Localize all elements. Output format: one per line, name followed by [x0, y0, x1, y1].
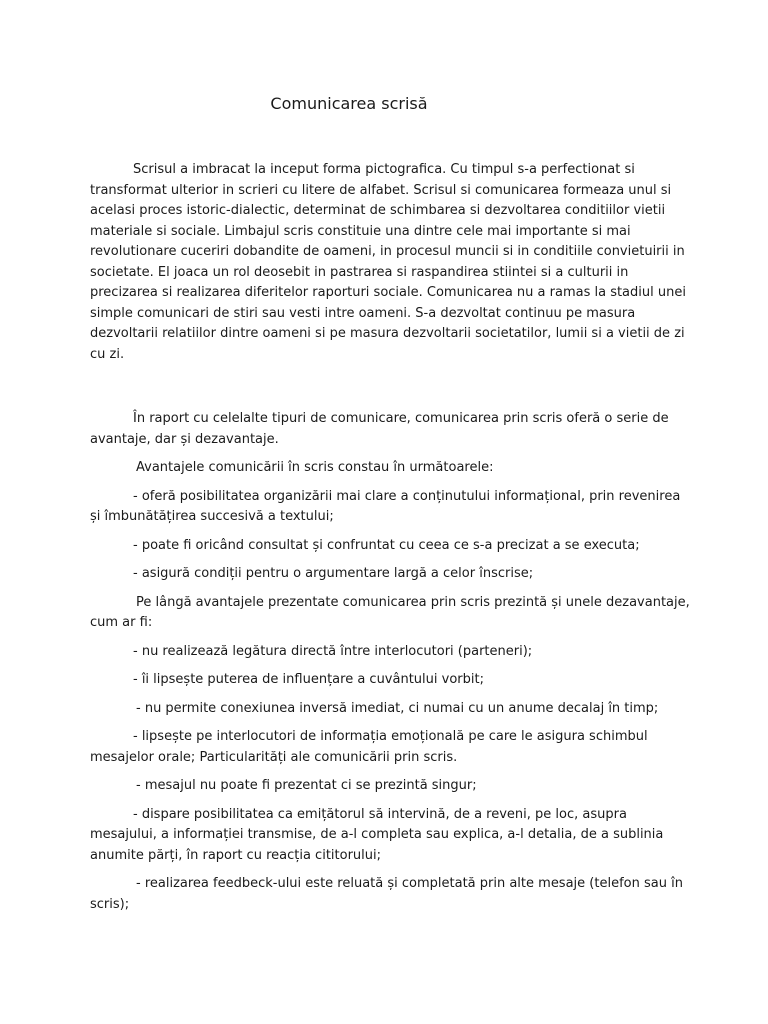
disadvantage-item: - nu permite conexiunea inversă imediat, ci numai cu un anume decalaj în timp; [136, 700, 659, 716]
advantage-item: - poate fi oricând consultat și confruntat cu ceea ce s-a precizat a se executa; [133, 537, 640, 553]
disadvantage-item: - îi lipsește puterea de influențare a cuvântului vorbit; [133, 672, 484, 687]
comparison-paragraph: În raport cu celelalte tipuri de comunicare, comunicarea prin scris oferă o serie de avantaje, dar și dezavantaje. [90, 411, 669, 447]
disadvantage-item: - realizarea feedbeck-ului este reluată și completată prin alte mesaje (telefon sau în scris); [90, 876, 683, 912]
advantages-heading: Avantajele comunicării în scris constau în următoarele: [136, 460, 494, 475]
disadvantage-item: - dispare posibilitatea ca emițătorul să intervină, de a reveni, pe loc, asupra mesajului, a informației transmise, de a-l completa sau explica, a-l detalia, de a sublinia anumite părți, în raport cu reacția cititorului; [90, 806, 664, 863]
disadvantages-heading: Pe lângă avantajele prezentate comunicarea prin scris prezintă și unele dezavantaje, cum ar fi: [90, 594, 690, 630]
advantage-item: - oferă posibilitatea organizării mai clare a conținutului informațional, prin revenirea și îmbunătățirea succesivă a textului; [90, 488, 681, 524]
page-title: Comunicarea scrisă [270, 94, 428, 113]
intro-paragraph: Scrisul a imbracat la inceput forma pictografica. Cu timpul s-a perfectionat si transformat ulterior in scrieri cu litere de alfabet. Scrisul si comunicarea formeaza unul si acelasi proces istoric-dialectic, determinat de schimbarea si dezvoltarea conditiilor vietii materiale si sociale. Limbajul scris constituie una dintre cele mai importante si mai revolutionare cuceriri dobandite de oameni, in procesul muncii si in conditiile convietuirii in societate. El joaca un rol deosebit in pastrarea si raspandirea stiintei si a culturii in precizarea si realizarea diferitelor raporturi sociale. Comunicarea nu a ramas la stadiul unei simple comunicari de stiri sau vesti intre oameni. S-a dezvoltat continuu pe masura dezvoltarii relatiilor dintre oameni si pe masura dezvoltarii societatilor, lumii si a vietii de zi cu zi. [90, 162, 686, 362]
disadvantage-item: - nu realizează legătura directă între interlocutori (parteneri); [133, 643, 533, 659]
advantage-item: - asigură condiții pentru o argumentare largă a celor înscrise; [133, 566, 534, 581]
disadvantage-item: - lipsește pe interlocutori de informația emoțională pe care le asigura schimbul mesajelor orale; Particularități ale comunicării prin scris. [90, 729, 648, 765]
document-body [90, 160, 692, 915]
disadvantage-item: - mesajul nu poate fi prezentat ci se prezintă singur; [136, 778, 477, 793]
